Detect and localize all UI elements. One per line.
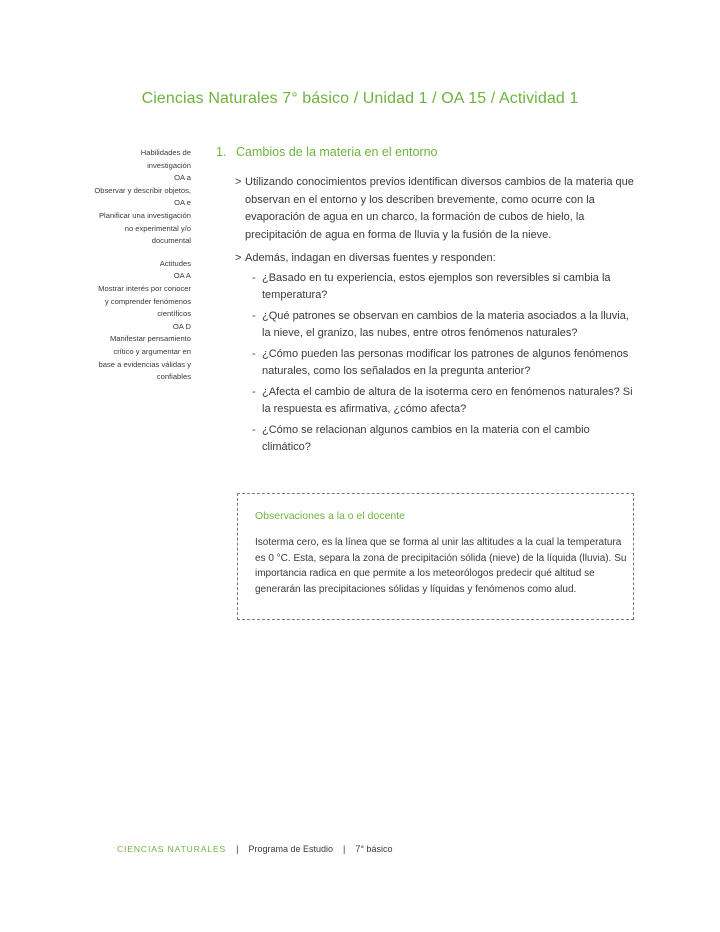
sidebar-line: OA A bbox=[173, 271, 191, 281]
sidebar-line: investigación bbox=[147, 160, 191, 170]
teacher-notes-title: Observaciones a la o el docente bbox=[255, 510, 406, 522]
sidebar-line: Planificar una investigación bbox=[98, 210, 191, 220]
teacher-notes-box bbox=[237, 493, 634, 620]
dash-marker: - bbox=[252, 423, 256, 436]
teacher-notes-text: Isoterma cero, es la línea que se forma al unir las altitudes a la cual la temperatura es 0 °C. Esta, separa la zona de precipitación sólida (nieve) de la líquida (lluvia). Su importancia radica en que permite a los meteorólogos predecir qué altitud se generarán las precipitaciones sólidas y líquidas y fenómenos como alud. bbox=[255, 537, 627, 596]
sidebar-line: no experimental y/o bbox=[124, 223, 191, 233]
bullet-text: Además, indagan en diversas fuentes y responden: bbox=[245, 252, 496, 264]
sidebar-line: documental bbox=[151, 236, 191, 246]
sidebar-line: base a evidencias válidas y bbox=[98, 359, 191, 369]
page-footer bbox=[117, 844, 392, 854]
sidebar-line: Manifestar pensamiento bbox=[109, 334, 191, 344]
page-title: Ciencias Naturales 7° básico / Unidad 1 / OA 15 / Actividad 1 bbox=[141, 90, 579, 107]
question-text: ¿Basado en tu experiencia, estos ejemplos son reversibles si cambia la temperatura? bbox=[262, 271, 611, 301]
bullet-text: Utilizando conocimientos previos identifican diversos cambios de la materia que observan en el entorno y los describen brevemente, como ocurre con la evaporación de agua en un charco, la formación de cubos de hielo, la precipitación de agua en forma de lluvia y la fusión de la nieve. bbox=[245, 176, 634, 241]
section-number: 1. bbox=[216, 145, 227, 159]
footer-separator: | bbox=[342, 844, 346, 854]
list-item bbox=[216, 174, 636, 244]
sidebar-line: OA a bbox=[174, 173, 191, 183]
sidebar-line: y comprender fenómenos bbox=[104, 296, 191, 306]
footer-program: Programa de Estudio bbox=[248, 844, 333, 854]
sidebar-line: confiables bbox=[156, 372, 191, 382]
dash-marker: - bbox=[252, 347, 256, 360]
activity-content bbox=[216, 145, 636, 460]
question-item bbox=[216, 346, 636, 381]
footer-brand: CIENCIAS NATURALES bbox=[117, 844, 227, 854]
list-item bbox=[216, 250, 636, 268]
section-heading bbox=[216, 145, 636, 159]
question-item bbox=[216, 308, 636, 343]
dash-marker: - bbox=[252, 271, 256, 284]
footer-separator: | bbox=[236, 844, 239, 854]
sidebar-line: crítico y argumentar en bbox=[113, 346, 191, 356]
question-text: ¿Afecta el cambio de altura de la isoterma cero en fenómenos naturales? Si la respuesta es afirmativa, ¿cómo afecta? bbox=[262, 385, 633, 415]
dash-marker: - bbox=[252, 309, 256, 322]
sidebar-line: OA D bbox=[172, 321, 191, 331]
section-title: Cambios de la materia en el entorno bbox=[236, 145, 438, 159]
sidebar-line: Observar y describir objetos, bbox=[94, 185, 191, 195]
sidebar-line: Actitudes bbox=[159, 258, 191, 268]
question-list bbox=[216, 270, 636, 457]
sidebar-line: científicos bbox=[157, 309, 191, 319]
sidebar-line: OA e bbox=[174, 198, 191, 208]
sidebar-line: Mostrar interés por conocer bbox=[98, 283, 191, 293]
question-text: ¿Cómo se relacionan algunos cambios en la materia con el cambio climático? bbox=[262, 423, 590, 453]
question-text: ¿Qué patrones se observan en cambios de la materia asociados a la lluvia, la nieve, el granizo, las nubes, entre otros fenómenos naturales? bbox=[262, 309, 629, 339]
footer-grade: 7° básico bbox=[355, 844, 393, 854]
question-item bbox=[216, 422, 636, 457]
chevron-right-icon: > bbox=[235, 176, 242, 188]
question-item bbox=[216, 270, 636, 305]
question-text: ¿Cómo pueden las personas modificar los patrones de algunos fenómenos naturales, como los señalados en la pregunta anterior? bbox=[262, 347, 629, 377]
sidebar-line: Habilidades de bbox=[140, 148, 191, 157]
sidebar-objectives bbox=[86, 147, 191, 384]
dash-marker: - bbox=[252, 385, 256, 398]
question-item bbox=[216, 384, 636, 419]
chevron-right-icon: > bbox=[235, 252, 242, 264]
